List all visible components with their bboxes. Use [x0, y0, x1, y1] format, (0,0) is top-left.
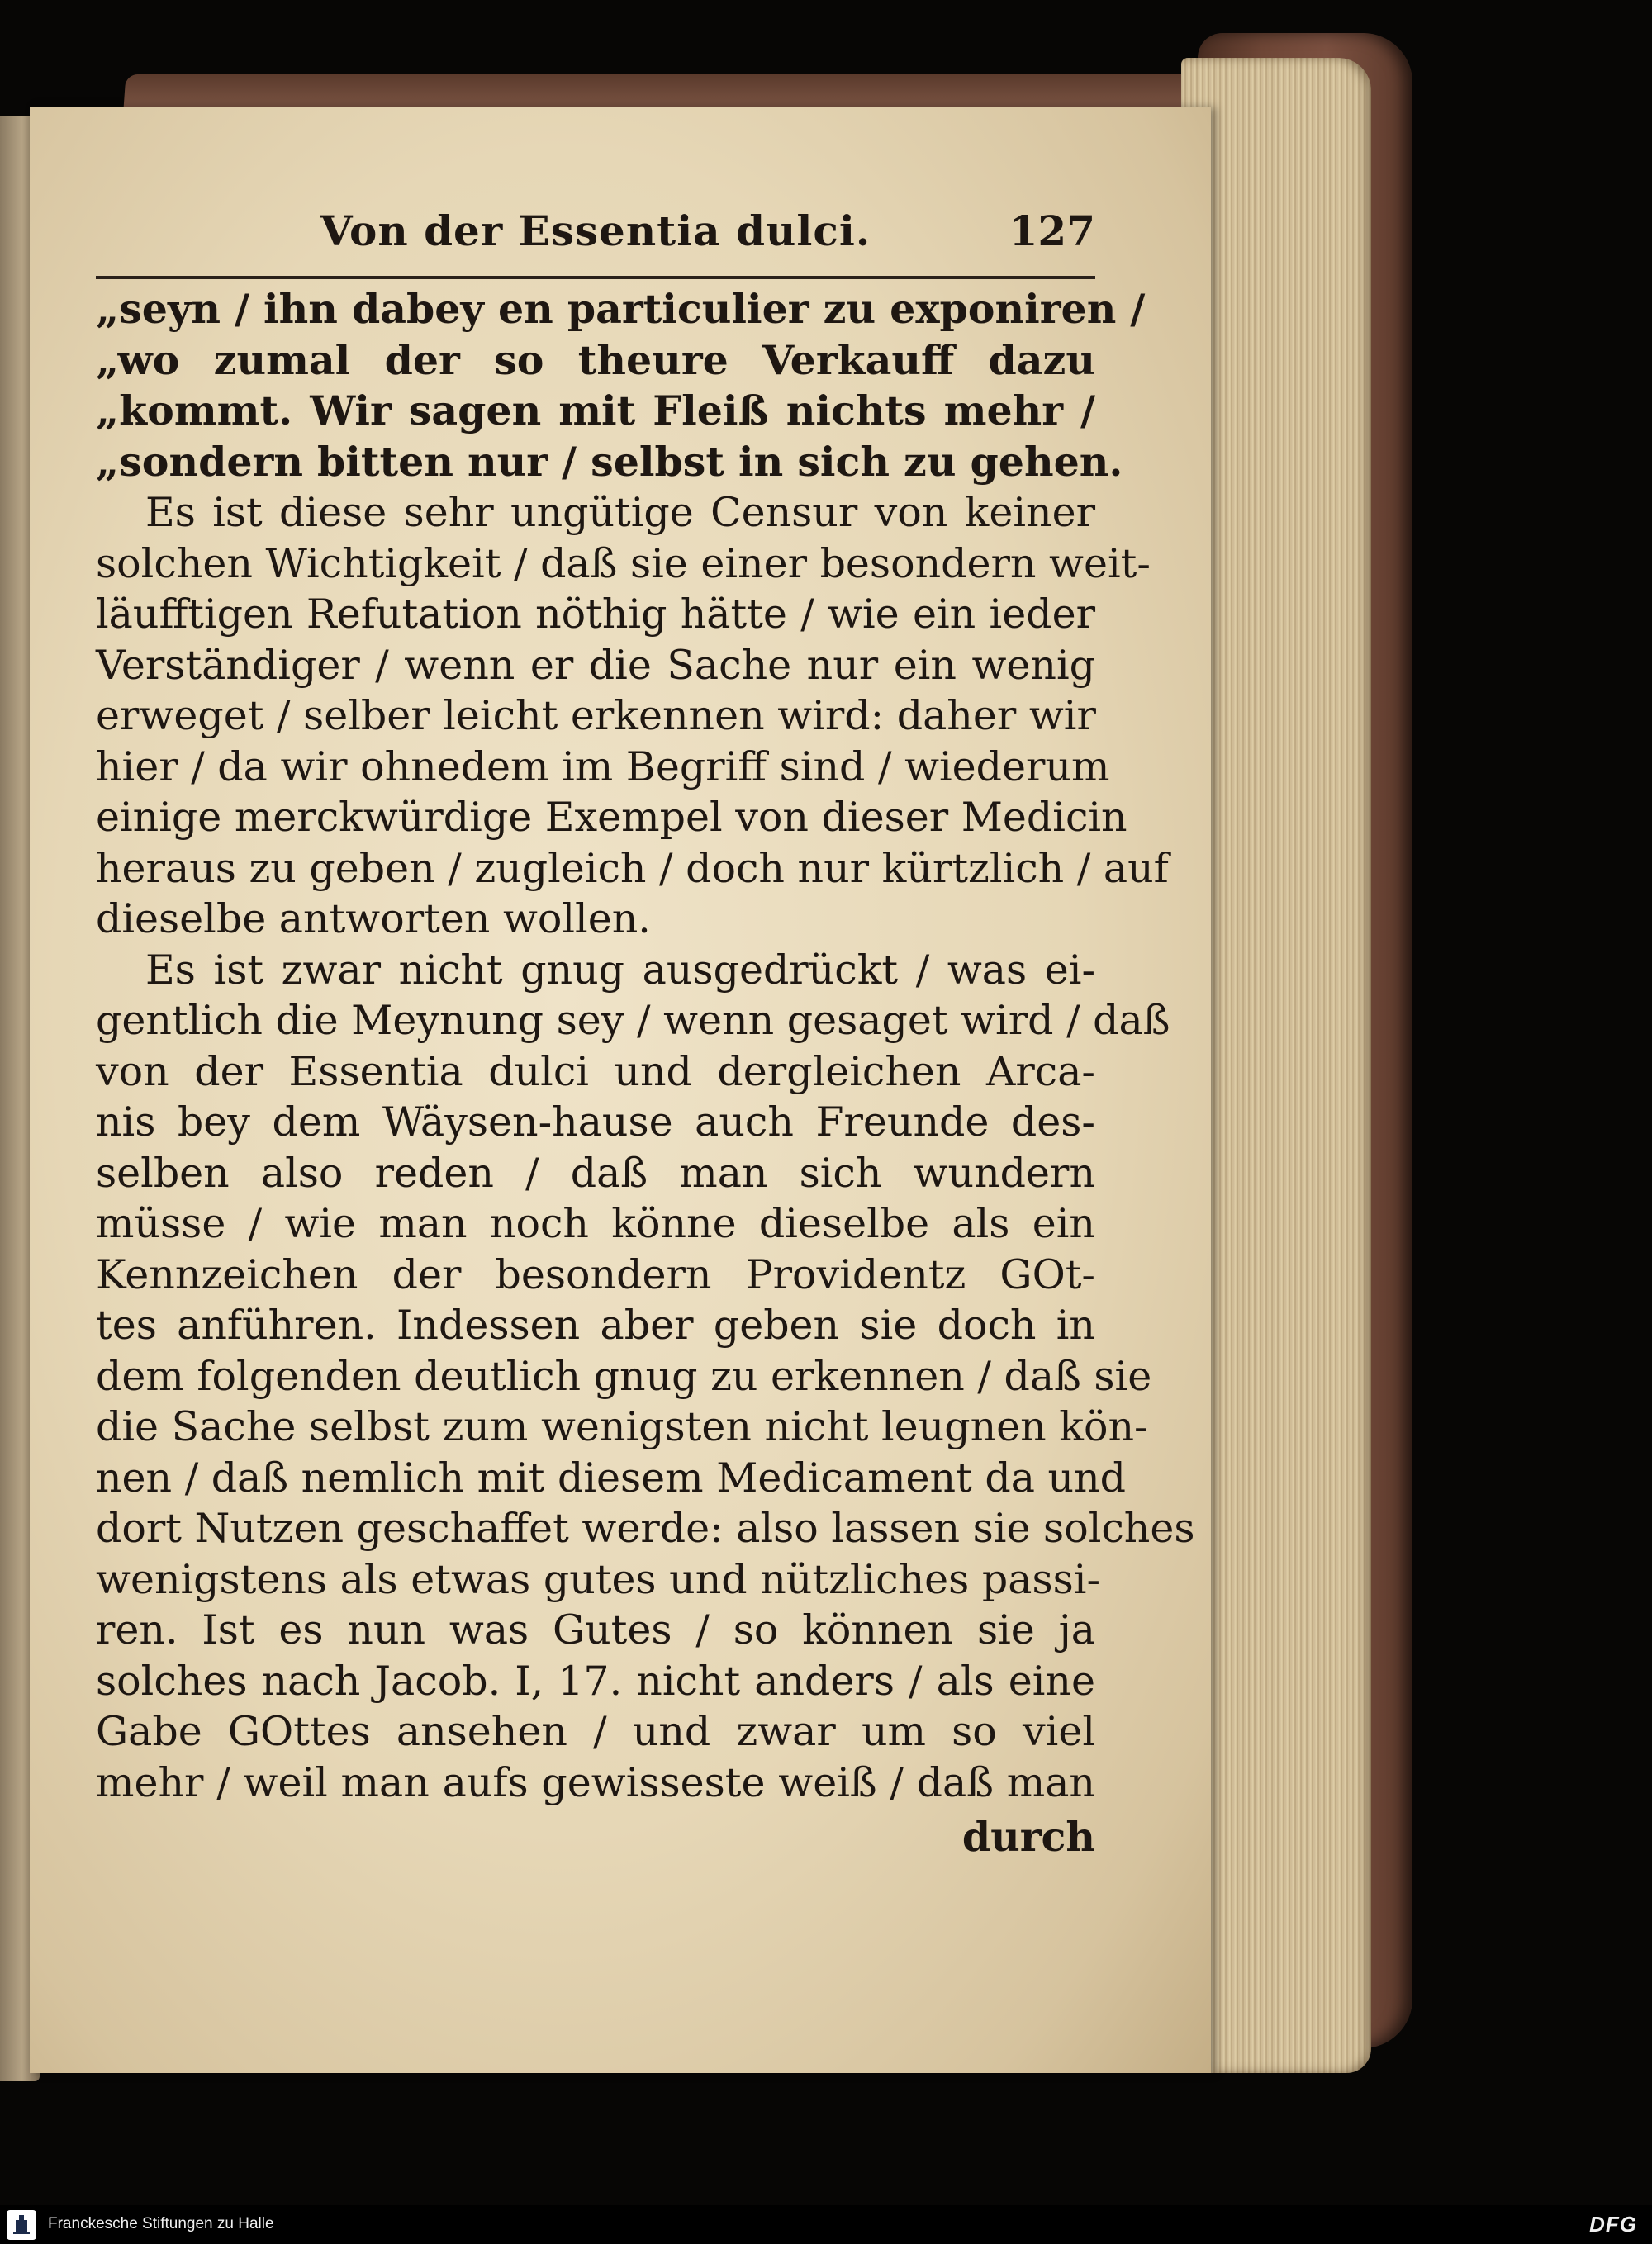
text-line: ren. Ist es nun was Gutes / so können sie ja	[96, 1606, 1095, 1653]
text-line: dort Nutzen geschaffet werde: also lassen sie solches	[96, 1505, 1195, 1552]
text-line: Es ist diese sehr ungütige Censur von keiner	[145, 489, 1095, 536]
text-line: solches nach Jacob. I, 17. nicht anders / als eine	[96, 1657, 1095, 1705]
text-line: gentlich die Meynung sey / wenn gesaget wird / daß	[96, 997, 1170, 1044]
text-line: dem folgenden deutlich gnug zu erkennen / daß sie	[96, 1352, 1152, 1400]
page-content	[96, 198, 1195, 1861]
text-line: solchen Wichtigkeit / daß sie einer besondern weit-	[96, 539, 1151, 587]
text-line: erweget / selber leicht erkennen wird: daher wir	[96, 692, 1096, 739]
text-line: selben also reden / daß man sich wundern	[96, 1149, 1095, 1197]
text-line: heraus zu geben / zugleich / doch nur kürtzlich / auf	[96, 844, 1169, 892]
dfg-label: DFG	[1589, 2212, 1637, 2237]
running-title: Von der Essentia dulci.	[320, 206, 871, 255]
text-line: Gabe GOttes ansehen / und zwar um so viel	[96, 1708, 1095, 1755]
text-line: „kommt. Wir sagen mit Fleiß nichts mehr /	[96, 387, 1095, 434]
text-line: müsse / wie man noch könne dieselbe als ein	[96, 1200, 1095, 1247]
institution-label: Franckesche Stiftungen zu Halle	[48, 2215, 274, 2232]
page-number: 127	[1009, 206, 1095, 255]
catchword: durch	[961, 1813, 1095, 1861]
text-line: Verständiger / wenn er die Sache nur ein wenig	[96, 641, 1095, 689]
text-line: dieselbe antworten wollen.	[96, 895, 651, 942]
book-page	[30, 107, 1211, 2073]
text-line: Kennzeichen der besondern Providentz GOt-	[96, 1250, 1095, 1298]
text-line: „seyn / ihn dabey en particulier zu exponiren /	[96, 285, 1146, 333]
text-line: nis bey dem Wäysen-hause auch Freunde des-	[96, 1098, 1095, 1146]
viewer-footer	[0, 2205, 1652, 2244]
foundation-logo-icon	[7, 2210, 36, 2240]
text-line: von der Essentia dulci und dergleichen Arca-	[96, 1047, 1095, 1095]
header-rule	[96, 276, 1095, 279]
text-line: hier / da wir ohnedem im Begriff sind / wiederum	[96, 742, 1110, 790]
text-line: die Sache selbst zum wenigsten nicht leugnen kön-	[96, 1403, 1148, 1450]
text-line: „wo zumal der so theure Verkauff dazu	[96, 335, 1095, 384]
text-line: mehr / weil man aufs gewisseste weiß / daß man	[96, 1758, 1095, 1806]
text-line: nen / daß nemlich mit diesem Medicament da und	[96, 1454, 1127, 1502]
text-line: wenigstens als etwas gutes und nützliches passi-	[96, 1555, 1101, 1603]
body-text	[96, 284, 1195, 1808]
text-line: „sondern bitten nur / selbst in sich zu gehen.	[96, 437, 1123, 486]
text-line: läufftigen Refutation nöthig hätte / wie ein ieder	[96, 591, 1095, 638]
text-line: Es ist zwar nicht gnug ausgedrückt / was ei-	[145, 946, 1095, 994]
running-head	[96, 198, 1095, 269]
text-line: einige merckwürdige Exempel von dieser Medicin	[96, 794, 1127, 841]
text-line: tes anführen. Indessen aber geben sie doch in	[96, 1302, 1095, 1349]
